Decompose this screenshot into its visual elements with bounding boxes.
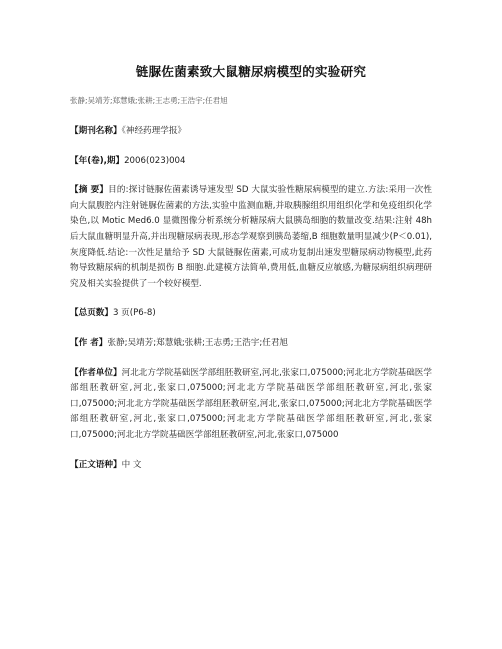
document-title: 链脲佐菌素致大鼠糖尿病模型的实验研究 (135, 64, 367, 79)
authors-label: 【作 者】 (70, 337, 108, 348)
authors-line: 张静;吴靖芳;郑慧娥;张耕;王志勇;王浩宇;任君旭 (70, 96, 228, 105)
journal-field (70, 124, 432, 140)
affiliation-label: 【作者单位】 (70, 367, 122, 378)
year-issue-field (70, 154, 432, 170)
affiliation-value: 河北北方学院基础医学部组胚教研室,河北,张家口,075000;河北北方学院基础医学部组胚教研室,河北,张家口,075000;河北北方学院基础医学部组胚教研室,河北,张家口,075000;河北北方学院基础医学部组胚教研室,河北,张家口,075000;河北北方学院基础医学部组胚教研室,河北,张家口,075000;河北北方学院基础医学部组胚教研室,河北,张家口,075000;河北北方学院基础医学部组胚教研室,河北,张家口,075000 (70, 367, 432, 440)
pages-value: 3 页(P6-8) (112, 308, 156, 319)
authors-field (70, 336, 432, 352)
abstract-label: 【摘 要】 (70, 185, 109, 196)
pages-field (70, 306, 432, 322)
year-issue-label: 【年(卷),期】 (70, 155, 125, 166)
language-label: 【正文语种】 (70, 459, 122, 470)
abstract-field (70, 183, 432, 292)
year-issue-value: 2006(023)004 (124, 155, 186, 166)
language-field (70, 458, 432, 474)
journal-label: 【期刊名称】 (70, 126, 122, 136)
pages-label: 【总页数】 (70, 308, 113, 319)
affiliation-field (70, 366, 432, 444)
authors-value: 张静;吴靖芳;郑慧娥;张耕;王志勇;王浩宇;任君旭 (107, 337, 289, 348)
abstract-value: 目的:探讨链脲佐菌素诱导速发型 SD 大鼠实验性糖尿病模型的建立.方法:采用一次性向大鼠腹腔内注射链脲佐菌素的方法,实验中监测血糖,并取胰腺组织用组织化学和免疫组织化学染色,以 Motic Med6.0 显微图像分析系统分析糖尿病大鼠胰岛细胞的数量改变.结果:注射 48h 后大鼠血糖明显升高,并出现糖尿病表现,形态学观察到胰岛萎缩,B 细胞数量明显减少(P＜0.01),灰度降低.结论:一次性足量给予 SD 大鼠链脲佐菌素,可成功复制出速发型糖尿病动物模型,此药物导致糖尿病的机制是损伤 B 细胞.此建模方法简单,费用低,血糖反应敏感,为糖尿病组织病理研究及相关实验提供了一个较好模型. (70, 185, 432, 289)
language-value: 中 文 (121, 459, 142, 470)
journal-value: 《神经药理学报》 (121, 126, 187, 136)
